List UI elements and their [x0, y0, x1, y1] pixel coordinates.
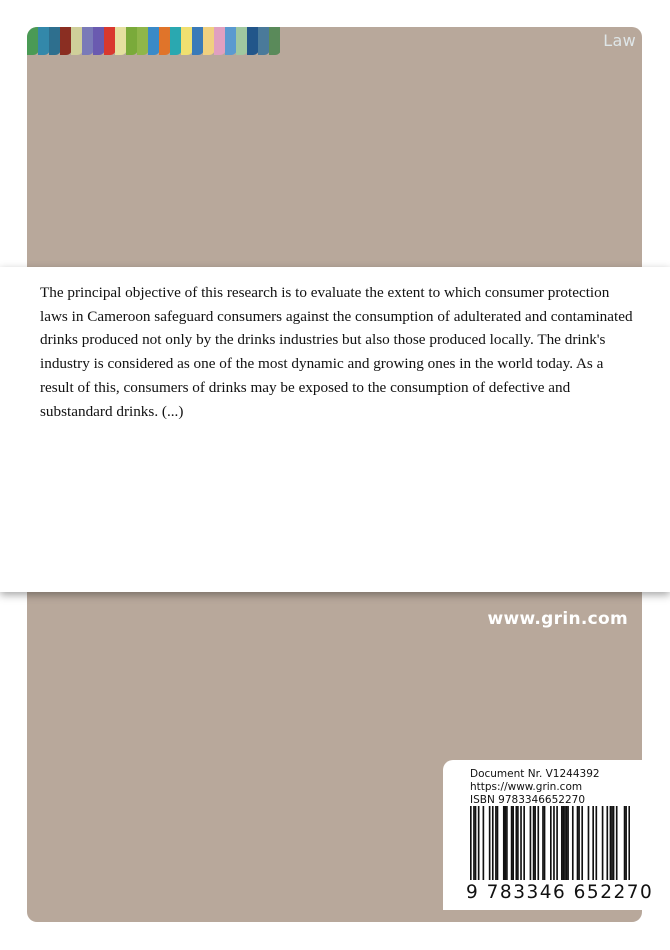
- barcode-bar: [475, 806, 477, 880]
- color-stripes: [27, 27, 280, 55]
- barcode-bar: [515, 806, 517, 880]
- barcode-bar: [624, 806, 626, 880]
- barcode-bar: [489, 806, 491, 880]
- isbn-label: ISBN 9783346652270: [470, 794, 586, 806]
- barcode-bar: [625, 806, 627, 880]
- document-number: Document Nr. V1244392: [470, 768, 600, 780]
- website-link[interactable]: www.grin.com: [487, 609, 628, 629]
- barcode-bar: [497, 806, 499, 880]
- barcode-bar: [511, 806, 513, 880]
- abstract-text: The principal objective of this research is to evaluate the extent to which consumer protection laws in Cameroon safeguard consumers against the consumption of adulterated and contaminated drinks produced not only by the drinks industries but also those produced locally. The drink's industry is considered as one of the most dynamic and growing ones in the world today. As a result of this, consumers of drinks may be exposed to the consumption of defective and substandard drinks. (...): [40, 284, 633, 420]
- barcode-bar: [512, 806, 514, 880]
- barcode-bar: [506, 806, 508, 880]
- document-url[interactable]: https://www.grin.com: [470, 781, 583, 793]
- barcode-bar: [495, 806, 497, 880]
- barcode-bar: [567, 806, 569, 880]
- barcode-bar: [564, 806, 566, 880]
- barcode-bar: [616, 806, 618, 880]
- barcode-bar: [577, 806, 579, 880]
- barcode-bar: [611, 806, 613, 880]
- barcode-bar: [592, 806, 594, 880]
- category-label: Law: [603, 31, 636, 50]
- barcode-bar: [483, 806, 485, 880]
- barcode-bar: [544, 806, 546, 880]
- barcode-bar: [517, 806, 519, 880]
- barcode-bar: [534, 806, 536, 880]
- color-stripe: [269, 27, 280, 55]
- barcode-bar: [561, 806, 563, 880]
- barcode-bar: [595, 806, 597, 880]
- barcode-bar: [563, 806, 565, 880]
- barcode-bar: [588, 806, 590, 880]
- barcode-bar: [553, 806, 555, 880]
- barcode-bar: [470, 806, 472, 880]
- barcode-bar: [473, 806, 475, 880]
- barcode-bar: [602, 806, 604, 880]
- barcode-digits: 9 783346 652270: [466, 882, 654, 903]
- barcode-bar: [628, 806, 630, 880]
- barcode-bar: [523, 806, 525, 880]
- barcode-bar: [505, 806, 507, 880]
- barcode-bar: [613, 806, 615, 880]
- barcode-bar: [520, 806, 522, 880]
- barcode-bar: [610, 806, 612, 880]
- barcode-bar: [572, 806, 574, 880]
- barcode-bar: [537, 806, 539, 880]
- barcode-bar: [606, 806, 608, 880]
- barcode-bar: [578, 806, 580, 880]
- barcode-bar: [550, 806, 552, 880]
- barcode-bar: [556, 806, 558, 880]
- barcode-bar: [503, 806, 505, 880]
- barcode-bar: [542, 806, 544, 880]
- barcode-bar: [566, 806, 568, 880]
- barcode-image: [470, 806, 630, 880]
- barcode-bar: [581, 806, 583, 880]
- barcode-bar: [530, 806, 532, 880]
- barcode-bar: [533, 806, 535, 880]
- barcode-bar: [492, 806, 494, 880]
- barcode-bar: [478, 806, 480, 880]
